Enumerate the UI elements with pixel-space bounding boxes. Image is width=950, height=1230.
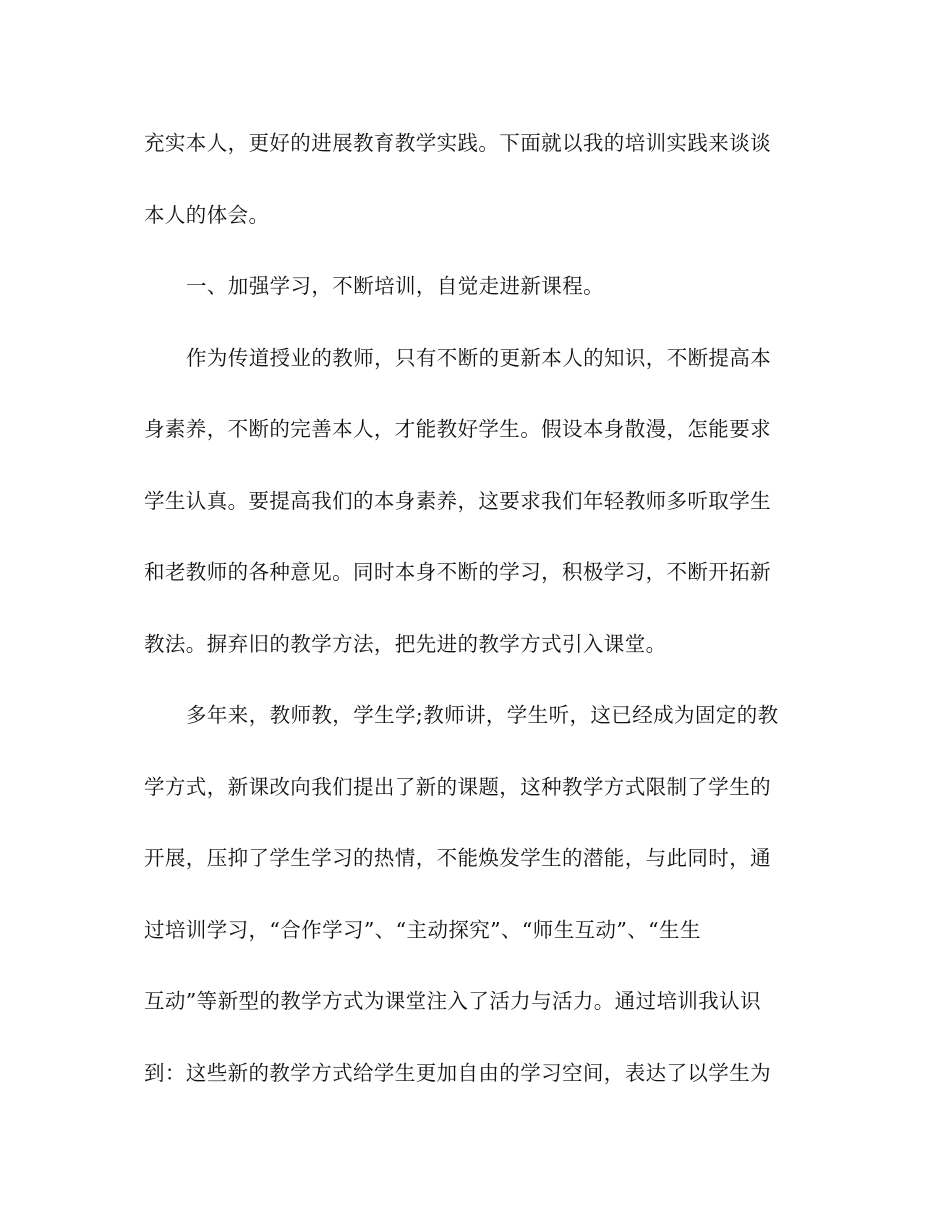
text-line: 和老教师的各种意见。同时本身不断的学习，积极学习，不断开拓新 [144,560,771,584]
text-line: 充实本人，更好的进展教育教学实践。下面就以我的培训实践来谈谈 [144,131,771,155]
text-line: 作为传道授业的教师，只有不断的更新本人的知识，不断提高本 [186,345,772,370]
text-line: 多年来，教师教，学生学;教师讲，学生听，这已经成为固定的教 [186,703,779,727]
section-heading: 一、加强学习，不断培训，自觉走进新课程。 [186,274,604,298]
text-line: 教法。摒弃旧的教学方法，把先进的教学方式引入课堂。 [144,631,667,656]
text-line: 过培训学习，“合作学习”、“主动探究”、“师生互动”、“生生 [144,917,701,942]
text-line: 互动”等新型的教学方式为课堂注入了活力与活力。通过培训我认识 [144,989,761,1013]
text-line: 到：这些新的教学方式给学生更加自由的学习空间，表达了以学生为 [144,1060,771,1085]
text-line: 学方式，新课改向我们提出了新的课题，这种教学方式限制了学生的 [144,774,771,799]
text-line: 开展，压抑了学生学习的热情，不能焕发学生的潜能，与此同时，通 [144,846,771,870]
text-line: 本人的体会。 [144,202,270,227]
text-line: 身素养，不断的完善本人，才能教好学生。假设本身散漫，怎能要求 [144,417,771,441]
document-body [144,118,804,1119]
text-line: 学生认真。要提高我们的本身素养，这要求我们年轻教师多听取学生 [144,488,771,513]
